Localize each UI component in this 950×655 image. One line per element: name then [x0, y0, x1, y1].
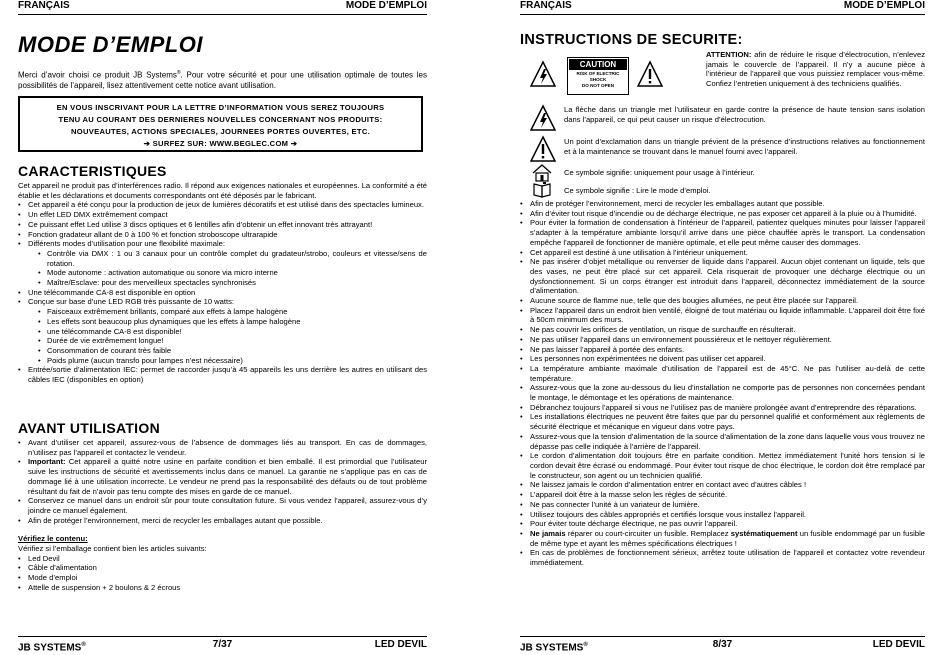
list-item: • Important: Cet appareil a quitté notre usine en parfaite condition et bien emballé. Il est primordial que l’utilisateur suive les instructions de sécurité et avertissements inclus dans ce manuel. La garantie ne s’applique pas en cas de dommage lié à une utilisation incorrecte. Le vendeur ne prend pas la responsabilité des défauts ou de tout problème résultant du fait de n’avoir pas tenu compte des mises en garde de ce manuel.: [18, 457, 427, 496]
page-header: [520, 0, 925, 15]
read-manual-symbol-text: Ce symbole signifie : Lire le mode d’emploi.: [564, 186, 711, 195]
list-item: • Afin d’éviter tout risque d’incendie ou de décharge électrique, ne pas exposer cet appareil à la pluie ou à l’humidité.: [520, 209, 925, 219]
list-item: • Mode autonome : activation automatique ou sonore via micro interne: [18, 268, 427, 278]
list-item: • Led Devil: [18, 554, 427, 564]
list-item: • Débranchez toujours l’appareil si vous ne l’utilisez pas de manière prolongée avant d’entreprendre des réparations.: [520, 403, 925, 413]
header-title: MODE D’EMPLOI: [843, 0, 925, 11]
page-number: 7/37: [212, 639, 233, 650]
intro-text: Merci d’avoir choisi ce produit JB Systems®. Pour votre sécurité et pour une utilisation optimale de toutes les possibilités de l’appareil, lisez attentivement cette notice avant utilisation.: [18, 70, 428, 90]
lightning-symbol-text: La flèche dans un triangle met l’utilisateur en garde contre la présence de haute tension sans isolation dans l’appareil, ce qui peut causer un risque d’électrocution.: [564, 105, 925, 124]
indoor-symbol-text: Ce symbole signifie: uniquement pour usage à l’intérieur.: [564, 168, 755, 177]
page-footer: [520, 636, 925, 653]
list-item: • Différents modes d’utilisation pour une flexibilité maximale:: [18, 239, 427, 249]
list-item: • Ne pas insérer d’objet métallique ou renverser de liquide dans l’appareil. Aucun objet contenant un liquide, tels que des vases, ne peut être placé sur cet appareil. Cela risquerait de provoquer une décharge électrique ou un dysfonctionnement. Si un corps étranger est introduit dans l’appareil, déconnectez immédiatement de la source d’alimentation.: [520, 257, 925, 296]
list-item: • Pour éviter la formation de condensation à l’intérieur de l’appareil, patientez quelques minutes pour laisser l’appareil s’adapter à la température ambiante lorsqu’il arrive dans une pièce chauffée après le transport. La condensation empêche l’appareil de fonctionner de manière optimale, et elle peut même causer des dommages.: [520, 218, 925, 247]
features-list: [18, 288, 427, 307]
before-use-list: [18, 438, 427, 525]
header-title: MODE D’EMPLOI: [345, 0, 427, 11]
list-item: • Aucune source de flamme nue, telle que des bougies allumées, ne peut être placée sur l’appareil.: [520, 296, 925, 306]
list-item: • Afin de protéger l’environnement, merci de recycler les emballages autant que possible.: [18, 516, 427, 526]
safety-list: [520, 199, 925, 568]
list-item: • Le cordon d’alimentation doit toujours être en parfaite condition. Mettez immédiatement l’unité hors tension si le cordon devait être écrasé ou endommagé. Pour éviter tout risque de choc électrique, le cordon doit être remplacé par le constructeur, son agent ou un technicien qualifié.: [520, 451, 925, 480]
list-item: • Entrée/sortie d’alimentation IEC: permet de raccorder jusqu’à 45 appareils les uns derrière les autres en utilisant des câbles IEC (disponibles en option): [18, 365, 427, 384]
list-item: • Ne laissez jamais le cordon d’alimentation entrer en contact avec d’autres câbles !: [520, 480, 925, 490]
page-title: MODE D’EMPLOI: [18, 32, 203, 57]
led-list: [18, 307, 427, 365]
list-item: • une télécommande CA-8 est disponible!: [18, 327, 427, 337]
list-item: • Pour éviter toute décharge électrique, ne pas ouvrir l’appareil.: [520, 519, 925, 529]
footer-product: LED DEVIL: [872, 639, 925, 650]
lightning-triangle-icon: [530, 60, 556, 88]
read-manual-icon: [532, 181, 552, 199]
page-title: INSTRUCTIONS DE SECURITE:: [520, 32, 743, 48]
caution-label: [567, 57, 629, 95]
footer-product: LED DEVIL: [374, 639, 427, 650]
list-item: • La température ambiante maximale d’utilisation de l’appareil est de 45°C. Ne pas l’utiliser au-delà de cette température.: [520, 364, 925, 383]
list-item: • Avant d’utiliser cet appareil, assurez-vous de l’absence de dommages liés au transport. En cas de dommages, n’utilisez pas l’appareil et contactez le vendeur.: [18, 438, 427, 457]
page-number: 8/37: [712, 639, 733, 650]
list-item: • Cet appareil est destiné à une utilisation à l’intérieur uniquement.: [520, 248, 925, 258]
safety-section: [520, 199, 925, 568]
list-item: • Contrôle via DMX : 1 ou 3 canaux pour un contrôle complet du gradateur/strobo, couleurs et vitesse/sens de rotation.: [18, 249, 427, 268]
left-page: [18, 0, 427, 654]
list-item: • Les effets sont beaucoup plus dynamiques que les effets à lampe halogène: [18, 317, 427, 327]
list-item: • Ne pas utiliser l’appareil dans un environnement poussiéreux et le nettoyer régulièrement.: [520, 335, 925, 345]
list-item: • Ne pas couvrir les orifices de ventilation, un risque de surchauffe en résulterait.: [520, 325, 925, 335]
exclamation-triangle-icon: [637, 60, 663, 88]
lightning-triangle-icon: [530, 104, 556, 132]
newsletter-line: NOUVEAUTES, ACTIONS SPECIALES, JOURNEES PORTES OUVERTES, ETC.: [70, 127, 371, 136]
list-item: • Fonction gradateur allant de 0 à 100 % et fonction stroboscope ultrarapide: [18, 230, 427, 240]
caution-subtitle: RISK OF ELECTRIC SHOCK: [576, 71, 620, 82]
list-item: • Un effet LED DMX extrêmement compact: [18, 210, 427, 220]
features-heading: CARACTERISTIQUES: [18, 163, 167, 179]
list-item: • Durée de vie extrêmement longue!: [18, 336, 427, 346]
list-item: • L’appareil doit être à la masse selon les règles de sécurité.: [520, 490, 925, 500]
list-item: • Conçue sur base d’une LED RGB très puissante de 10 watts:: [18, 297, 427, 307]
footer-brand: JB SYSTEMS®: [18, 642, 86, 654]
features-intro: Cet appareil ne produit pas d’interférences radio. Il répond aux exigences nationales et européennes. La conformité a été établie et les déclarations et documents correspondants ont été déposés par le fabricant.: [18, 181, 427, 200]
list-item: • Ne pas laisser l’appareil à portée des enfants.: [520, 345, 925, 355]
list-item: • Afin de protéger l’environnement, merci de recycler les emballages autant que possible.: [520, 199, 925, 209]
before-use-heading: AVANT UTILISATION: [18, 420, 160, 436]
page-footer: [18, 636, 427, 653]
caution-title: CAUTION: [569, 59, 627, 70]
list-item: • Poids plume (aucun transfo pour lampes n’est nécessaire): [18, 356, 427, 366]
attention-text: ATTENTION: afin de réduire le risque d’électrocution, n’enlevez jamais le couvercle de l’appareil. Il n’y a aucune pièce à l’intérieur de l’appareil que vous puissiez remplacer vous-même. Confiez l’entretien uniquement à des techniciens qualifiés.: [706, 50, 925, 89]
list-item: • Ne pas connecter l’unité à un variateur de lumière.: [520, 500, 925, 510]
newsletter-link[interactable]: ➔ SURFEZ SUR: WWW.BEGLEC.COM ➔: [143, 139, 298, 148]
list-item: • Placez l’appareil dans un endroit bien ventilé, éloigné de tout matériau ou liquide inflammable. L’appareil doit être fixé à 50cm minimum des murs.: [520, 306, 925, 325]
header-language: FRANÇAIS: [18, 0, 70, 11]
newsletter-line: EN VOUS INSCRIVANT POUR LA LETTRE D’INFORMATION VOUS SEREZ TOUJOURS: [56, 103, 385, 112]
list-item: • Câble d’alimentation: [18, 563, 427, 573]
list-item: • Cet appareil a été conçu pour la production de jeux de lumières décoratifs et est utilisé dans des spectacles lumineux.: [18, 200, 427, 210]
caution-subtitle: DO NOT OPEN: [581, 83, 615, 88]
list-item: • Ce puissant effet Led utilise 3 discs optiques et 6 lentilles afin d’obtenir un effet innovant très attrayant!: [18, 220, 427, 230]
list-item: • Faisceaux extrêmement brillants, comparé aux effets à lampe halogène: [18, 307, 427, 317]
list-item: • Les installations électriques ne peuvent être faites que par du personnel qualifié et conformément aux règlements de sécurité électrique et mécanique en vigueur dans votre pays.: [520, 412, 925, 431]
features-section: [18, 181, 427, 385]
page-header: [18, 0, 427, 15]
features-list: [18, 365, 427, 384]
list-item: • Utilisez toujours des câbles appropriés et certifiés lorsque vous installez l’appareil.: [520, 510, 925, 520]
list-item: • Ne jamais réparer ou court-circuiter un fusible. Remplacez systématiquement un fusible endommagé par un fusible de même type et ayant les mêmes spécifications électriques !: [520, 529, 925, 548]
list-item: • Mode d’emploi: [18, 573, 427, 583]
newsletter-box: [18, 96, 423, 152]
list-item: • Maître/Esclave: pour des merveilleux spectacles synchronisés: [18, 278, 427, 288]
list-item: • Les personnes non expérimentées ne doivent pas utiliser cet appareil.: [520, 354, 925, 364]
features-list: [18, 200, 427, 249]
before-use-section: [18, 438, 427, 593]
footer-brand: JB SYSTEMS®: [520, 642, 588, 654]
check-contents-intro: Vérifiez si l’emballage contient bien les articles suivants:: [18, 544, 207, 554]
list-item: • Consommation de courant très faible: [18, 346, 427, 356]
indoor-use-icon: [532, 164, 552, 182]
modes-list: [18, 249, 427, 288]
right-page: [520, 0, 925, 654]
newsletter-line: TENU AU COURANT DES DERNIERES NOUVELLES CONCERNANT NOS PRODUITS:: [58, 115, 383, 124]
list-item: • En cas de problèmes de fonctionnement sérieux, arrêtez toute utilisation de l’appareil et contactez votre revendeur immédiatement.: [520, 548, 925, 567]
exclamation-triangle-icon: [530, 135, 556, 163]
check-contents-list: [18, 554, 427, 593]
list-item: • Attelle de suspension + 2 boulons & 2 écrous: [18, 583, 427, 593]
header-language: FRANÇAIS: [520, 0, 572, 11]
list-item: • Conservez ce manuel dans un endroit sûr pour toute consultation future. Si vous vendez l’appareil, assurez-vous d’y joindre ce manuel également.: [18, 496, 427, 515]
list-item: • Une télécommande CA-8 est disponible en option: [18, 288, 427, 298]
list-item: • Assurez-vous que la zone au-dessous du lieu d’installation ne comporte pas de personnes non concernées pendant le montage, le démontage et les opérations de maintenance.: [520, 383, 925, 402]
check-contents-heading: Vérifiez le contenu:: [18, 534, 88, 544]
exclamation-symbol-text: Un point d’exclamation dans un triangle prévient de la présence d’instructions relatives au fonctionnement et à la maintenance se trouvant dans le manuel fourni avec l’appareil.: [564, 137, 925, 156]
list-item: • Assurez-vous que la tension d’alimentation de la source d’alimentation de la zone dans laquelle vous vous trouvez ne dépasse pas celle indiquée à l’arrière de l’appareil.: [520, 432, 925, 451]
